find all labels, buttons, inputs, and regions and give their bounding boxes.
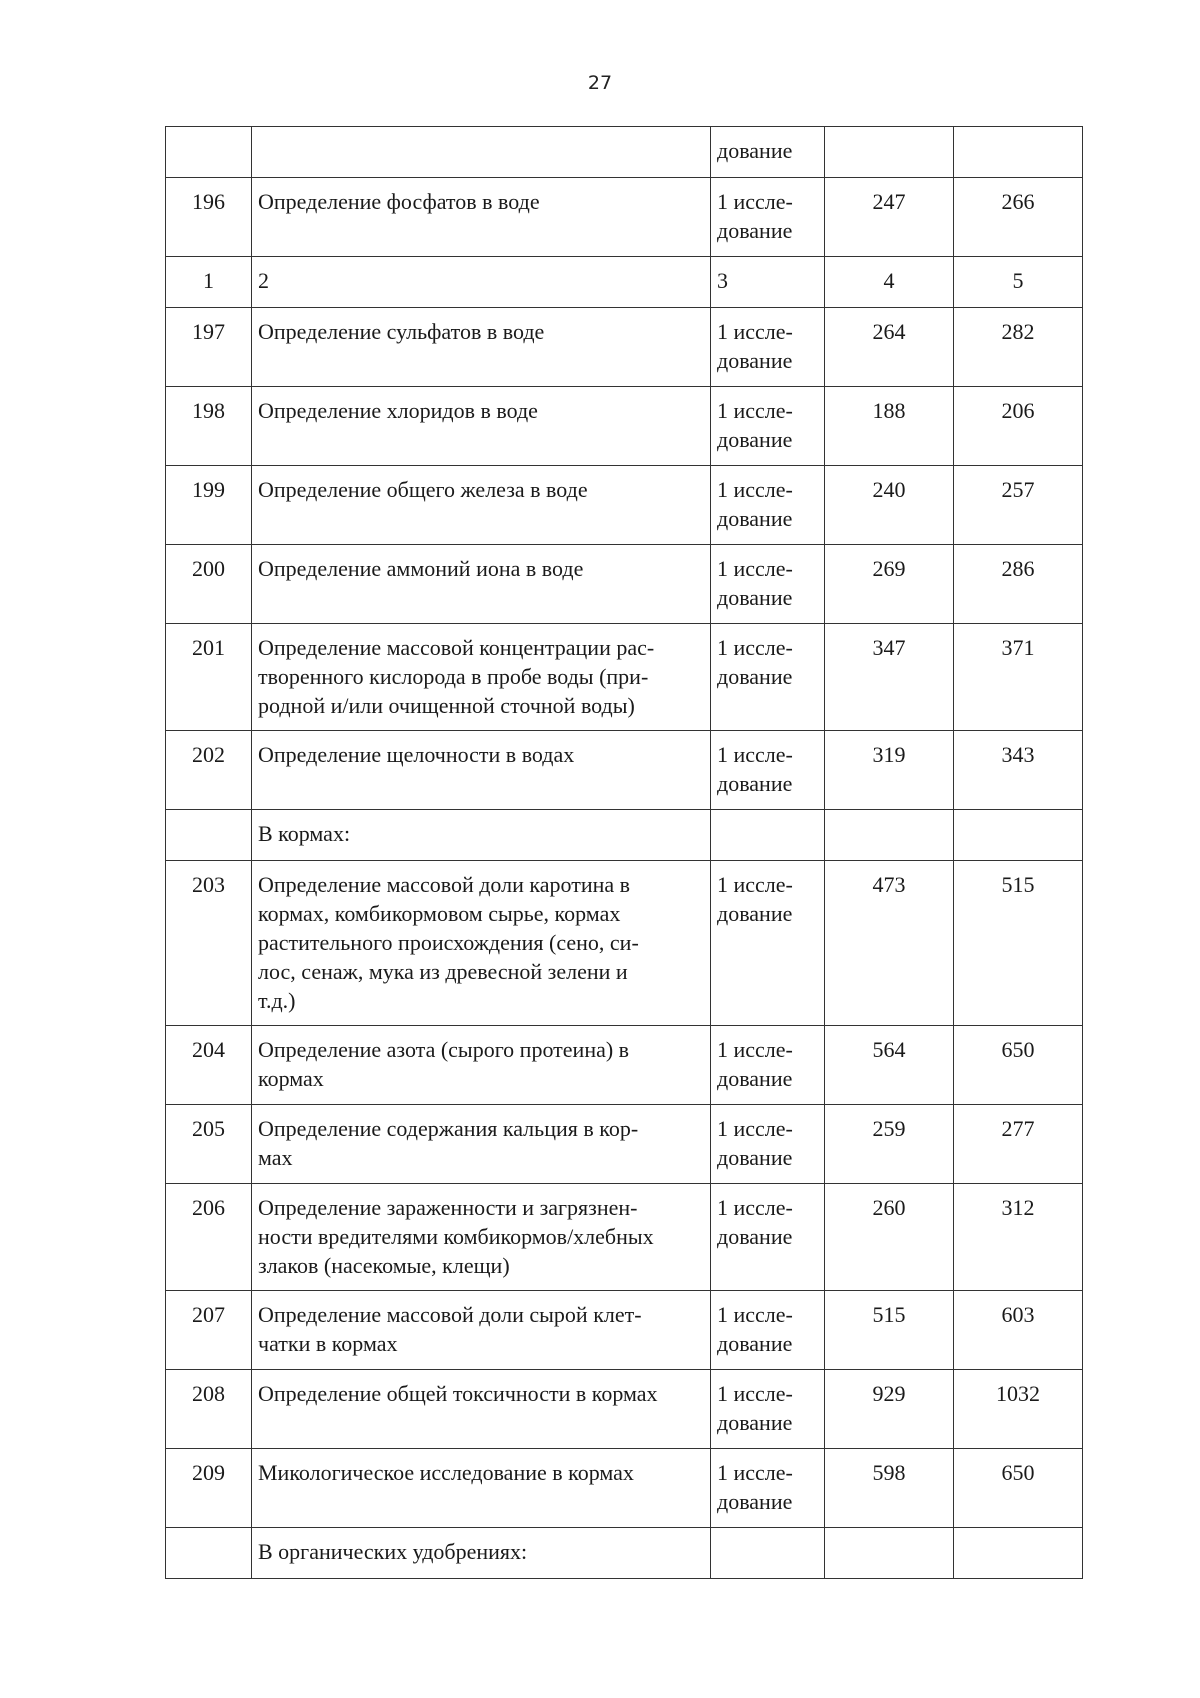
unit-cell: 3 bbox=[711, 257, 825, 308]
row-number-cell: 204 bbox=[166, 1026, 252, 1105]
unit-cell: 1 иссле- дование bbox=[711, 624, 825, 731]
row-number-cell: 209 bbox=[166, 1449, 252, 1528]
row-number-cell: 203 bbox=[166, 861, 252, 1026]
unit-cell: 1 иссле- дование bbox=[711, 466, 825, 545]
row-number-cell bbox=[166, 127, 252, 178]
price-1-cell: 347 bbox=[825, 624, 954, 731]
price-1-cell bbox=[825, 810, 954, 861]
unit-cell: 1 иссле- дование bbox=[711, 1291, 825, 1370]
row-number-cell: 206 bbox=[166, 1184, 252, 1291]
row-number-cell: 196 bbox=[166, 178, 252, 257]
description-cell: Определение содержания кальция в кор- мах bbox=[252, 1105, 711, 1184]
unit-cell: 1 иссле- дование bbox=[711, 387, 825, 466]
table-body bbox=[166, 127, 1083, 1579]
price-1-cell: 188 bbox=[825, 387, 954, 466]
price-1-cell: 564 bbox=[825, 1026, 954, 1105]
description-cell: Определение азота (сырого протеина) в кормах bbox=[252, 1026, 711, 1105]
table-row bbox=[166, 810, 1083, 861]
description-cell: Определение хлоридов в воде bbox=[252, 387, 711, 466]
price-1-cell: 598 bbox=[825, 1449, 954, 1528]
price-1-cell: 929 bbox=[825, 1370, 954, 1449]
unit-cell: 1 иссле- дование bbox=[711, 178, 825, 257]
description-cell: Определение массовой доли каротина в кормах, комбикормовом сырье, кормах растительного происхождения (сено, си- лос, сенаж, мука из древесной зелени и т.д.) bbox=[252, 861, 711, 1026]
description-cell: Определение фосфатов в воде bbox=[252, 178, 711, 257]
description-cell: Определение общего железа в воде bbox=[252, 466, 711, 545]
table-row bbox=[166, 731, 1083, 810]
description-cell: Определение массовой доли сырой клет- чатки в кормах bbox=[252, 1291, 711, 1370]
unit-cell: 1 иссле- дование bbox=[711, 1105, 825, 1184]
description-cell: Определение сульфатов в воде bbox=[252, 308, 711, 387]
description-cell: Определение массовой концентрации рас- творенного кислорода в пробе воды (при- родной и/или очищенной сточной воды) bbox=[252, 624, 711, 731]
table-row bbox=[166, 1291, 1083, 1370]
price-1-cell: 269 bbox=[825, 545, 954, 624]
description-cell: В органических удобрениях: bbox=[252, 1528, 711, 1579]
price-1-cell: 247 bbox=[825, 178, 954, 257]
unit-cell: 1 иссле- дование bbox=[711, 1370, 825, 1449]
table-row bbox=[166, 1370, 1083, 1449]
price-2-cell bbox=[954, 1528, 1083, 1579]
description-cell: Определение общей токсичности в кормах bbox=[252, 1370, 711, 1449]
description-cell: Определение щелочности в водах bbox=[252, 731, 711, 810]
row-number-cell: 202 bbox=[166, 731, 252, 810]
price-table bbox=[165, 126, 1083, 1579]
price-1-cell bbox=[825, 127, 954, 178]
price-1-cell: 240 bbox=[825, 466, 954, 545]
description-cell: Микологическое исследование в кормах bbox=[252, 1449, 711, 1528]
price-2-cell: 206 bbox=[954, 387, 1083, 466]
price-2-cell: 282 bbox=[954, 308, 1083, 387]
table-row bbox=[166, 257, 1083, 308]
price-1-cell: 515 bbox=[825, 1291, 954, 1370]
price-2-cell: 371 bbox=[954, 624, 1083, 731]
price-2-cell: 603 bbox=[954, 1291, 1083, 1370]
table-row bbox=[166, 1184, 1083, 1291]
price-2-cell bbox=[954, 127, 1083, 178]
table-row bbox=[166, 624, 1083, 731]
price-2-cell bbox=[954, 810, 1083, 861]
unit-cell: 1 иссле- дование bbox=[711, 861, 825, 1026]
price-2-cell: 5 bbox=[954, 257, 1083, 308]
price-2-cell: 515 bbox=[954, 861, 1083, 1026]
row-number-cell: 207 bbox=[166, 1291, 252, 1370]
description-cell bbox=[252, 127, 711, 178]
row-number-cell bbox=[166, 810, 252, 861]
table-row bbox=[166, 861, 1083, 1026]
table-row bbox=[166, 387, 1083, 466]
price-2-cell: 1032 bbox=[954, 1370, 1083, 1449]
price-1-cell bbox=[825, 1528, 954, 1579]
table-row bbox=[166, 1449, 1083, 1528]
table-row bbox=[166, 178, 1083, 257]
table-row bbox=[166, 127, 1083, 178]
price-2-cell: 343 bbox=[954, 731, 1083, 810]
price-1-cell: 473 bbox=[825, 861, 954, 1026]
price-1-cell: 319 bbox=[825, 731, 954, 810]
price-2-cell: 312 bbox=[954, 1184, 1083, 1291]
unit-cell bbox=[711, 810, 825, 861]
unit-cell: 1 иссле- дование bbox=[711, 1184, 825, 1291]
table-row bbox=[166, 545, 1083, 624]
unit-cell: 1 иссле- дование bbox=[711, 545, 825, 624]
unit-cell: 1 иссле- дование bbox=[711, 1026, 825, 1105]
price-1-cell: 4 bbox=[825, 257, 954, 308]
price-2-cell: 286 bbox=[954, 545, 1083, 624]
price-2-cell: 277 bbox=[954, 1105, 1083, 1184]
row-number-cell: 198 bbox=[166, 387, 252, 466]
row-number-cell: 205 bbox=[166, 1105, 252, 1184]
price-2-cell: 266 bbox=[954, 178, 1083, 257]
table-row bbox=[166, 1026, 1083, 1105]
price-2-cell: 650 bbox=[954, 1026, 1083, 1105]
description-cell: В кормах: bbox=[252, 810, 711, 861]
description-cell: Определение зараженности и загрязнен- ности вредителями комбикормов/хлебных злаков (насекомые, клещи) bbox=[252, 1184, 711, 1291]
price-2-cell: 257 bbox=[954, 466, 1083, 545]
table-row bbox=[166, 308, 1083, 387]
row-number-cell: 199 bbox=[166, 466, 252, 545]
unit-cell: 1 иссле- дование bbox=[711, 731, 825, 810]
row-number-cell: 1 bbox=[166, 257, 252, 308]
description-cell: 2 bbox=[252, 257, 711, 308]
row-number-cell: 197 bbox=[166, 308, 252, 387]
unit-cell bbox=[711, 1528, 825, 1579]
price-1-cell: 259 bbox=[825, 1105, 954, 1184]
unit-cell: 1 иссле- дование bbox=[711, 308, 825, 387]
row-number-cell: 208 bbox=[166, 1370, 252, 1449]
table-row bbox=[166, 1528, 1083, 1579]
price-1-cell: 260 bbox=[825, 1184, 954, 1291]
page-number: 27 bbox=[587, 72, 613, 94]
table-row bbox=[166, 1105, 1083, 1184]
price-2-cell: 650 bbox=[954, 1449, 1083, 1528]
unit-cell: 1 иссле- дование bbox=[711, 1449, 825, 1528]
price-1-cell: 264 bbox=[825, 308, 954, 387]
table-row bbox=[166, 466, 1083, 545]
description-cell: Определение аммоний иона в воде bbox=[252, 545, 711, 624]
row-number-cell: 200 bbox=[166, 545, 252, 624]
unit-cell: дование bbox=[711, 127, 825, 178]
row-number-cell: 201 bbox=[166, 624, 252, 731]
row-number-cell bbox=[166, 1528, 252, 1579]
